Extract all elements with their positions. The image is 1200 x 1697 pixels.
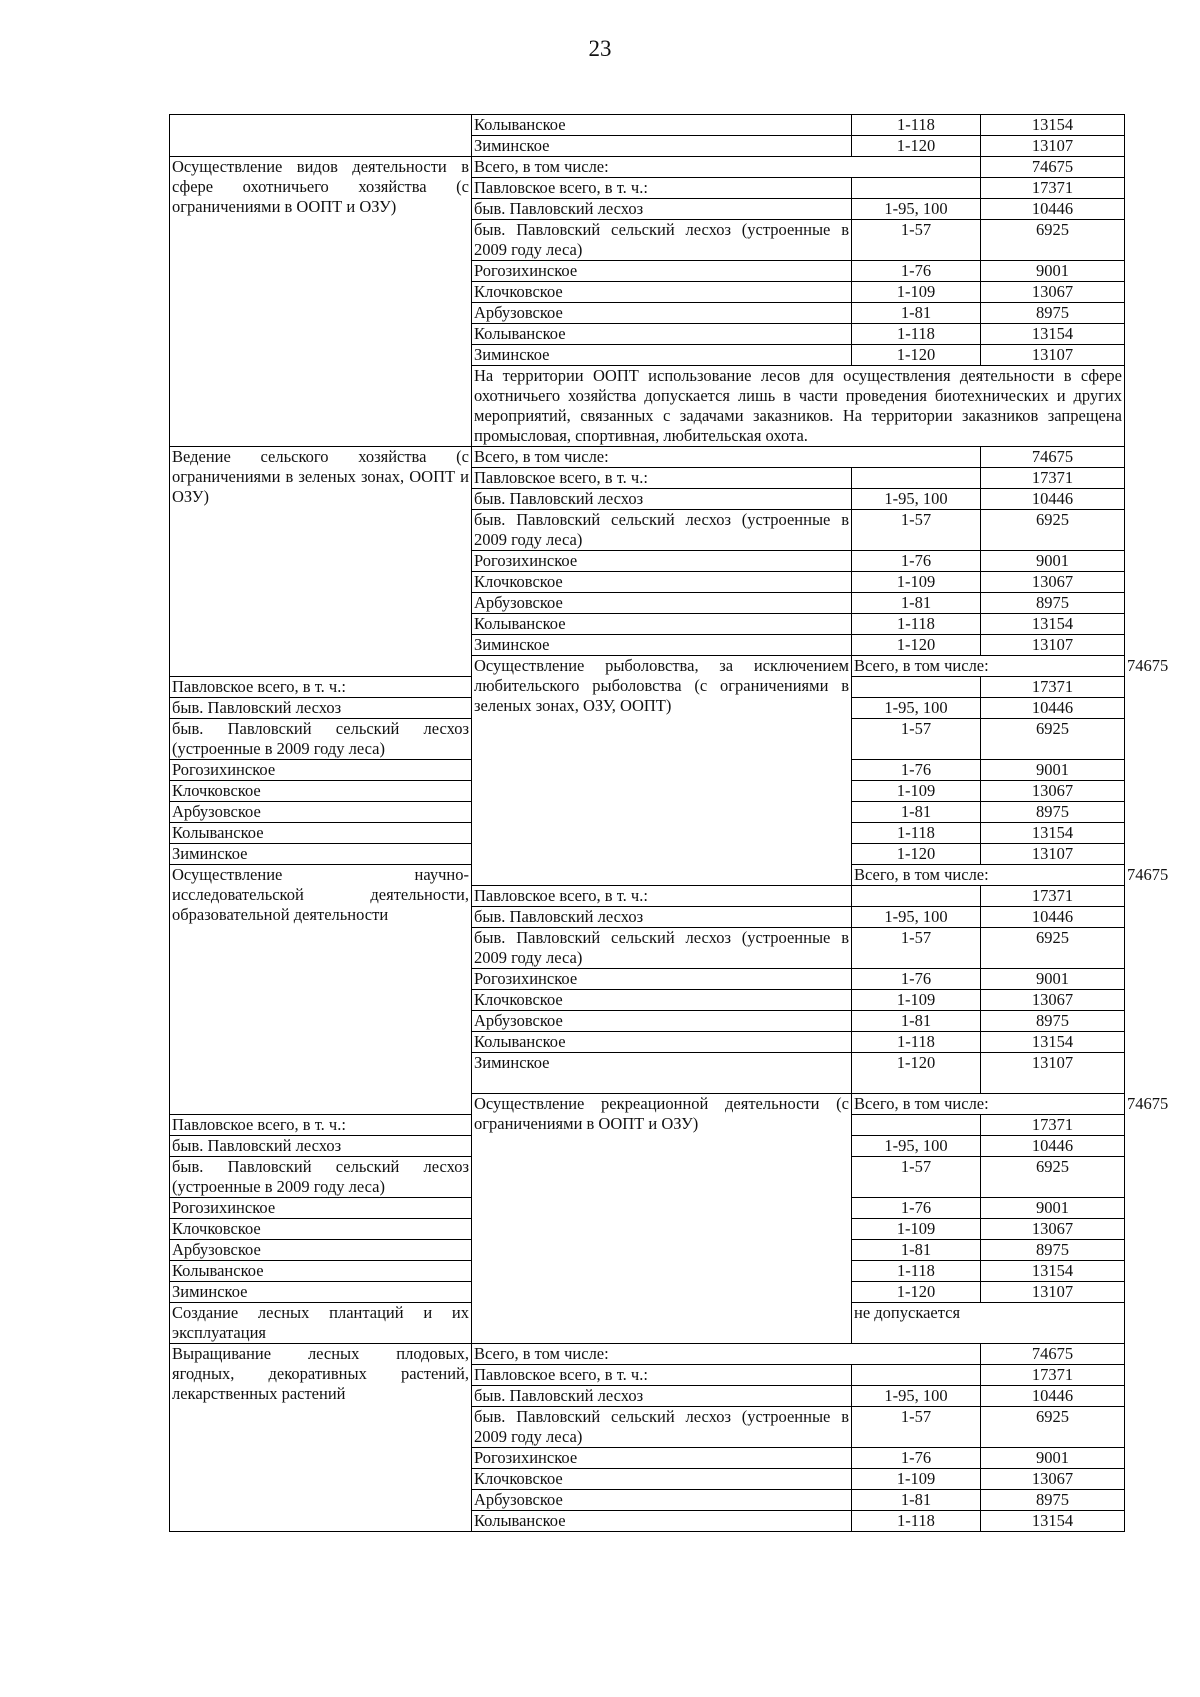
area-value: 13154 bbox=[981, 1261, 1125, 1282]
area-value: 10446 bbox=[981, 489, 1125, 510]
district-name: Павловское всего, в т. ч.: bbox=[472, 468, 852, 489]
quarter-numbers: 1-57 bbox=[852, 928, 981, 969]
area-value: 13067 bbox=[981, 572, 1125, 593]
quarter-numbers: 1-109 bbox=[852, 282, 981, 303]
area-value: 10446 bbox=[981, 1136, 1125, 1157]
quarter-numbers-empty bbox=[852, 886, 981, 907]
quarter-numbers: 1-57 bbox=[852, 1407, 981, 1448]
quarter-numbers: 1-120 bbox=[852, 635, 981, 656]
district-name: Зиминское bbox=[472, 635, 852, 656]
district-name: Павловское всего, в т. ч.: bbox=[472, 1365, 852, 1386]
page-number: 23 bbox=[588, 36, 612, 61]
district-name: Колыванское bbox=[472, 324, 852, 345]
quarter-numbers-empty bbox=[852, 468, 981, 489]
area-value: 74675 bbox=[981, 447, 1125, 468]
quarter-numbers: 1-120 bbox=[852, 1053, 981, 1094]
area-value: 8975 bbox=[981, 1011, 1125, 1032]
quarter-numbers: 1-76 bbox=[852, 1198, 981, 1219]
district-name: быв. Павловский сельский лесхоз (устроенные в 2009 году леса) bbox=[472, 928, 852, 969]
quarter-numbers: 1-120 bbox=[852, 136, 981, 157]
district-name: быв. Павловский лесхоз bbox=[472, 489, 852, 510]
table-row bbox=[170, 157, 1125, 178]
district-name: Всего, в том числе: bbox=[852, 865, 1125, 886]
area-value: 9001 bbox=[981, 551, 1125, 572]
quarter-numbers: 1-95, 100 bbox=[852, 698, 981, 719]
area-value: 17371 bbox=[981, 468, 1125, 489]
forest-use-table bbox=[169, 114, 1169, 1532]
district-name: Клочковское bbox=[170, 1219, 472, 1240]
area-value: 13067 bbox=[981, 282, 1125, 303]
district-name: Клочковское bbox=[472, 1469, 852, 1490]
quarter-numbers: 1-109 bbox=[852, 572, 981, 593]
area-value: 13154 bbox=[981, 614, 1125, 635]
activity-name: Создание лесных плантаций и их эксплуатация bbox=[170, 1303, 472, 1344]
quarter-numbers: 1-118 bbox=[852, 614, 981, 635]
area-value: 13067 bbox=[981, 1219, 1125, 1240]
quarter-numbers: 1-118 bbox=[852, 1032, 981, 1053]
district-name: Всего, в том числе: bbox=[472, 157, 981, 178]
area-value: 6925 bbox=[981, 510, 1125, 551]
area-value: 13067 bbox=[981, 781, 1125, 802]
area-value: 8975 bbox=[981, 593, 1125, 614]
area-value: 10446 bbox=[981, 199, 1125, 220]
quarter-numbers: 1-57 bbox=[852, 220, 981, 261]
district-name: Всего, в том числе: bbox=[852, 1094, 1125, 1115]
area-value: 13107 bbox=[981, 1053, 1125, 1094]
district-name: Колыванское bbox=[472, 1032, 852, 1053]
quarter-numbers: 1-120 bbox=[852, 844, 981, 865]
quarter-numbers: 1-81 bbox=[852, 1011, 981, 1032]
area-value: 8975 bbox=[981, 802, 1125, 823]
district-name: быв. Павловский лесхоз bbox=[170, 698, 472, 719]
district-name: Клочковское bbox=[472, 282, 852, 303]
quarter-numbers: 1-76 bbox=[852, 1448, 981, 1469]
quarter-numbers: 1-120 bbox=[852, 345, 981, 366]
quarter-numbers: 1-81 bbox=[852, 593, 981, 614]
district-name: Колыванское bbox=[170, 823, 472, 844]
district-name: Арбузовское bbox=[472, 1490, 852, 1511]
district-name: Зиминское bbox=[472, 345, 852, 366]
table-row: Осуществление рыболовства, за исключением любительского рыболовства (с ограничениями в зеленых зонах, ОЗУ, ООПТ) Всего, в том числе: 74675 bbox=[170, 656, 1125, 677]
area-value: 6925 bbox=[981, 1407, 1125, 1448]
district-name: Клочковское bbox=[472, 990, 852, 1011]
district-name: быв. Павловский сельский лесхоз (устроенные в 2009 году леса) bbox=[170, 1157, 472, 1198]
activity-name: Осуществление рыболовства, за исключением любительского рыболовства (с ограничениями в зеленых зонах, ОЗУ, ООПТ) bbox=[472, 656, 852, 886]
area-value: 13107 bbox=[981, 345, 1125, 366]
not-allowed-text: не допускается bbox=[852, 1303, 1125, 1344]
quarter-numbers: 1-109 bbox=[852, 781, 981, 802]
quarter-numbers: 1-118 bbox=[852, 115, 981, 136]
area-value: 13067 bbox=[981, 1469, 1125, 1490]
area-value: 8975 bbox=[981, 1240, 1125, 1261]
quarter-numbers: 1-76 bbox=[852, 760, 981, 781]
district-name: Колыванское bbox=[472, 1511, 852, 1532]
area-value: 74675 bbox=[981, 1344, 1125, 1365]
area-value: 8975 bbox=[981, 303, 1125, 324]
activity-name: Осуществление научно-исследовательской деятельности, образовательной деятельности bbox=[170, 865, 472, 1115]
table-row bbox=[170, 447, 1125, 468]
area-value: 9001 bbox=[981, 760, 1125, 781]
district-name: Колыванское bbox=[170, 1261, 472, 1282]
activity-name: Выращивание лесных плодовых, ягодных, декоративных растений, лекарственных растений bbox=[170, 1344, 472, 1532]
activity-name: Осуществление рекреационной деятельности (с ограничениями в ООПТ и ОЗУ) bbox=[472, 1094, 852, 1344]
quarter-numbers: 1-109 bbox=[852, 1219, 981, 1240]
district-name: Рогозихинское bbox=[472, 261, 852, 282]
district-name: Павловское всего, в т. ч.: bbox=[170, 677, 472, 698]
area-value: 6925 bbox=[981, 719, 1125, 760]
district-name: быв. Павловский сельский лесхоз (устроенные в 2009 году леса) bbox=[170, 719, 472, 760]
district-name: Клочковское bbox=[472, 572, 852, 593]
area-value: 8975 bbox=[981, 1490, 1125, 1511]
area-value: 9001 bbox=[981, 261, 1125, 282]
district-name: быв. Павловский лесхоз bbox=[472, 907, 852, 928]
area-value: 13154 bbox=[981, 823, 1125, 844]
quarter-numbers: 1-118 bbox=[852, 1261, 981, 1282]
district-name: Павловское всего, в т. ч.: bbox=[472, 886, 852, 907]
district-name: Арбузовское bbox=[170, 1240, 472, 1261]
activity-name: Ведение сельского хозяйства (с ограничениями в зеленых зонах, ООПТ и ОЗУ) bbox=[170, 447, 472, 677]
district-name: Клочковское bbox=[170, 781, 472, 802]
activity-name: Осуществление видов деятельности в сфере охотничьего хозяйства (с ограничениями в ООПТ и ОЗУ) bbox=[170, 157, 472, 447]
area-value: 13107 bbox=[981, 844, 1125, 865]
district-name: быв. Павловский сельский лесхоз (устроенные в 2009 году леса) bbox=[472, 1407, 852, 1448]
area-value: 10446 bbox=[981, 1386, 1125, 1407]
district-name: Рогозихинское bbox=[170, 1198, 472, 1219]
area-value: 17371 bbox=[981, 1365, 1125, 1386]
area-value: 9001 bbox=[981, 969, 1125, 990]
quarter-numbers-empty bbox=[852, 677, 981, 698]
district-name: Арбузовское bbox=[472, 593, 852, 614]
activity-cell-empty bbox=[170, 115, 472, 157]
district-name: Всего, в том числе: bbox=[472, 1344, 981, 1365]
quarter-numbers: 1-95, 100 bbox=[852, 907, 981, 928]
area-value: 17371 bbox=[981, 886, 1125, 907]
district-name: Рогозихинское bbox=[472, 551, 852, 572]
quarter-numbers: 1-57 bbox=[852, 1157, 981, 1198]
district-name: Рогозихинское bbox=[472, 969, 852, 990]
area-value: 13154 bbox=[981, 115, 1125, 136]
area-value: 13107 bbox=[981, 635, 1125, 656]
quarter-numbers: 1-57 bbox=[852, 510, 981, 551]
district-name: Павловское всего, в т. ч.: bbox=[472, 178, 852, 199]
area-value: 9001 bbox=[981, 1198, 1125, 1219]
district-name: Всего, в том числе: bbox=[852, 656, 1125, 677]
district-name: Рогозихинское bbox=[170, 760, 472, 781]
area-value: 17371 bbox=[981, 1115, 1125, 1136]
area-value: 13154 bbox=[981, 324, 1125, 345]
district-name: Колыванское bbox=[472, 115, 852, 136]
quarter-numbers: 1-109 bbox=[852, 990, 981, 1011]
area-value: 10446 bbox=[981, 698, 1125, 719]
district-name: быв. Павловский лесхоз bbox=[472, 1386, 852, 1407]
quarter-numbers: 1-81 bbox=[852, 1490, 981, 1511]
quarter-numbers: 1-95, 100 bbox=[852, 199, 981, 220]
area-value: 6925 bbox=[981, 1157, 1125, 1198]
district-name: Рогозихинское bbox=[472, 1448, 852, 1469]
area-value: 13154 bbox=[981, 1511, 1125, 1532]
area-value: 9001 bbox=[981, 1448, 1125, 1469]
table-row: Осуществление рекреационной деятельности (с ограничениями в ООПТ и ОЗУ) Всего, в том числе: 74675 bbox=[170, 1094, 1125, 1115]
quarter-numbers: 1-95, 100 bbox=[852, 1136, 981, 1157]
district-name: Арбузовское bbox=[472, 303, 852, 324]
quarter-numbers: 1-118 bbox=[852, 324, 981, 345]
quarter-numbers: 1-118 bbox=[852, 1511, 981, 1532]
district-name: Арбузовское bbox=[170, 802, 472, 823]
district-name: быв. Павловский лесхоз bbox=[170, 1136, 472, 1157]
district-name: быв. Павловский лесхоз bbox=[472, 199, 852, 220]
area-value: 17371 bbox=[981, 677, 1125, 698]
quarter-numbers: 1-76 bbox=[852, 261, 981, 282]
district-name: Зиминское bbox=[170, 844, 472, 865]
district-name: Всего, в том числе: bbox=[472, 447, 981, 468]
district-name: Павловское всего, в т. ч.: bbox=[170, 1115, 472, 1136]
area-value: 6925 bbox=[981, 928, 1125, 969]
quarter-numbers-empty bbox=[852, 1365, 981, 1386]
quarter-numbers-empty bbox=[852, 178, 981, 199]
area-value: 13107 bbox=[981, 1282, 1125, 1303]
quarter-numbers: 1-76 bbox=[852, 551, 981, 572]
quarter-numbers: 1-81 bbox=[852, 303, 981, 324]
quarter-numbers: 1-120 bbox=[852, 1282, 981, 1303]
area-value: 6925 bbox=[981, 220, 1125, 261]
table-row bbox=[170, 115, 1125, 136]
hunting-note: На территории ООПТ использование лесов для осуществления деятельности в сфере охотничьего хозяйства допускается лишь в части проведения биотехнических и других мероприятий, связанных с задачами заказников. На территории заказников запрещена промысловая, спортивная, любительская охота. bbox=[472, 366, 1125, 447]
area-value: 13067 bbox=[981, 990, 1125, 1011]
district-name: Арбузовское bbox=[472, 1011, 852, 1032]
district-name: Колыванское bbox=[472, 614, 852, 635]
district-name: быв. Павловский сельский лесхоз (устроенные в 2009 году леса) bbox=[472, 510, 852, 551]
area-value: 13154 bbox=[981, 1032, 1125, 1053]
district-name: Зиминское bbox=[472, 136, 852, 157]
quarter-numbers: 1-109 bbox=[852, 1469, 981, 1490]
quarter-numbers-empty bbox=[852, 1115, 981, 1136]
quarter-numbers: 1-95, 100 bbox=[852, 489, 981, 510]
quarter-numbers: 1-81 bbox=[852, 802, 981, 823]
table-row bbox=[170, 1344, 1125, 1365]
quarter-numbers: 1-95, 100 bbox=[852, 1386, 981, 1407]
table-row: Осуществление научно-исследовательской деятельности, образовательной деятельности Всего, в том числе: 74675 bbox=[170, 865, 1125, 886]
district-name: Зиминское bbox=[170, 1282, 472, 1303]
area-value: 13107 bbox=[981, 136, 1125, 157]
area-value: 10446 bbox=[981, 907, 1125, 928]
district-name: Зиминское bbox=[472, 1053, 852, 1094]
area-value: 17371 bbox=[981, 178, 1125, 199]
quarter-numbers: 1-76 bbox=[852, 969, 981, 990]
quarter-numbers: 1-118 bbox=[852, 823, 981, 844]
district-name: быв. Павловский сельский лесхоз (устроенные в 2009 году леса) bbox=[472, 220, 852, 261]
quarter-numbers: 1-81 bbox=[852, 1240, 981, 1261]
area-value: 74675 bbox=[981, 157, 1125, 178]
quarter-numbers: 1-57 bbox=[852, 719, 981, 760]
